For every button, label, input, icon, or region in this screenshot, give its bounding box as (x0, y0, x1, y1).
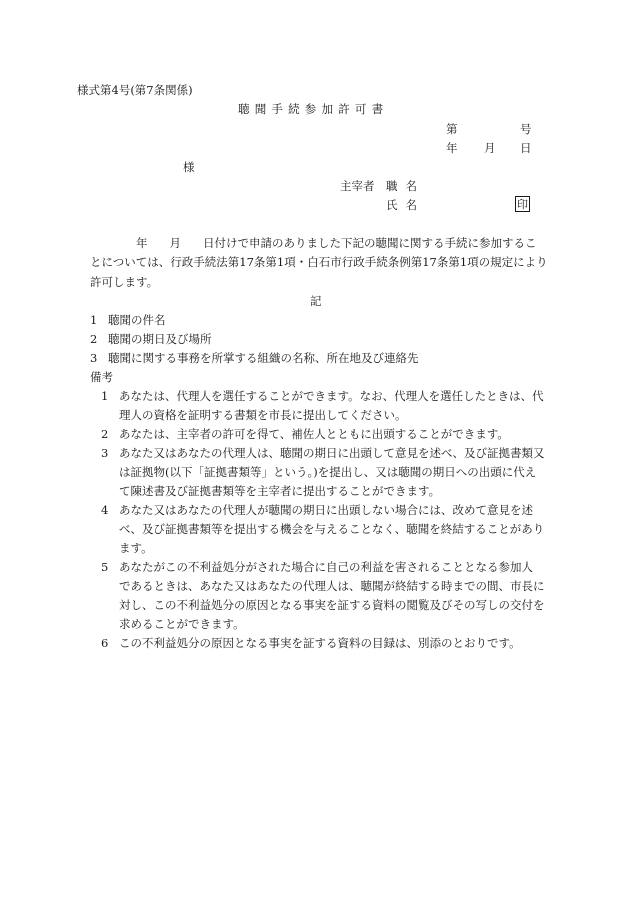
note-line: は証拠物(以下「証拠書類等」という。)を提出し、又は聴聞の期日への出頭に代え (119, 465, 537, 479)
note-line (101, 448, 545, 460)
note-text: この不利益処分の原因となる事実を証する資料の目録は、別添のとおりです。 (119, 636, 521, 650)
list-item (90, 353, 419, 365)
note-line: べ、及び証拠書類等を提出する機会を与えることなく、聴聞を終結することがあり (119, 522, 545, 536)
note-line: て陳述書及び証拠書類等を主宰者に提出することができます。 (119, 484, 441, 498)
list-item (90, 315, 166, 327)
date-year-label: 年 (446, 141, 458, 155)
item-text: 聴聞の期日及び場所 (108, 332, 212, 346)
note-number: 6 (101, 636, 109, 650)
note-line: であるときは、あなた又はあなたの代理人は、聴聞が終結する時までの間、市長に (119, 579, 545, 593)
note-line (101, 505, 533, 517)
note-line (101, 429, 509, 441)
body-line-3: 許可します。 (90, 275, 159, 289)
body-month: 月 (169, 236, 181, 250)
date-month-label: 月 (484, 141, 496, 155)
job-title-label: 職名 (386, 179, 425, 193)
item-text: 聴聞の件名 (108, 313, 166, 327)
item-text: 聴聞に関する事務を所掌する組織の名称、所在地及び連絡先 (108, 351, 419, 365)
form-number: 様式第4号(第7条関係) (77, 83, 193, 97)
item-number: 1 (90, 313, 98, 327)
list-item (90, 334, 212, 346)
item-number: 3 (90, 351, 98, 365)
date-day-label: 日 (520, 141, 532, 155)
note-line: ます。 (119, 541, 153, 555)
body-line-1 (90, 238, 537, 250)
note-line: 対し、この不利益処分の原因となる事実を証する資料の閲覧及びその写しの交付を (119, 598, 545, 612)
note-number: 1 (101, 389, 109, 403)
note-line: 理人の資格を証明する書類を市長に提出してください。 (119, 408, 407, 422)
ki-heading: 記 (310, 294, 322, 308)
presider-label: 主宰者 (340, 179, 375, 193)
body-day-text: 日付けで申請のありました下記の聴聞に関する手続に参加するこ (203, 236, 537, 250)
name-label: 氏名 (386, 198, 425, 212)
note-number: 4 (101, 503, 109, 517)
seal-mark: 印 (517, 198, 528, 211)
item-number: 2 (90, 332, 98, 346)
note-number: 3 (101, 446, 109, 460)
body-line-2: とについては、行政手続法第17条第1項・白石市行政手続条例第17条第1項の規定により (90, 255, 548, 269)
number-prefix: 第 (446, 122, 458, 136)
note-text: あなた又はあなたの代理人は、聴聞の期日に出頭して意見を述べ、及び証拠書類又 (119, 446, 545, 460)
note-text: あなたがこの不利益処分がされた場合に自己の利益を害されることとなる参加人 (119, 560, 533, 574)
note-line: 求めることができます。 (119, 617, 245, 631)
addressee-honorific: 様 (183, 160, 195, 174)
document-title: 聴聞手続参加許可書 (238, 102, 389, 116)
note-text: あなたは、代理人を選任することができます。なお、代理人を選任したときは、代 (119, 389, 544, 403)
body-year: 年 (136, 236, 148, 250)
note-text: あなたは、主宰者の許可を得て、補佐人とともに出頭することができます。 (119, 427, 509, 441)
note-number: 5 (101, 560, 109, 574)
note-text: あなた又はあなたの代理人が聴聞の期日に出頭しない場合には、改めて意見を述 (119, 503, 533, 517)
note-line (101, 638, 521, 650)
note-number: 2 (101, 427, 109, 441)
note-line (101, 391, 544, 403)
number-suffix: 号 (520, 122, 532, 136)
note-line (101, 562, 533, 574)
remarks-heading: 備考 (90, 370, 113, 384)
